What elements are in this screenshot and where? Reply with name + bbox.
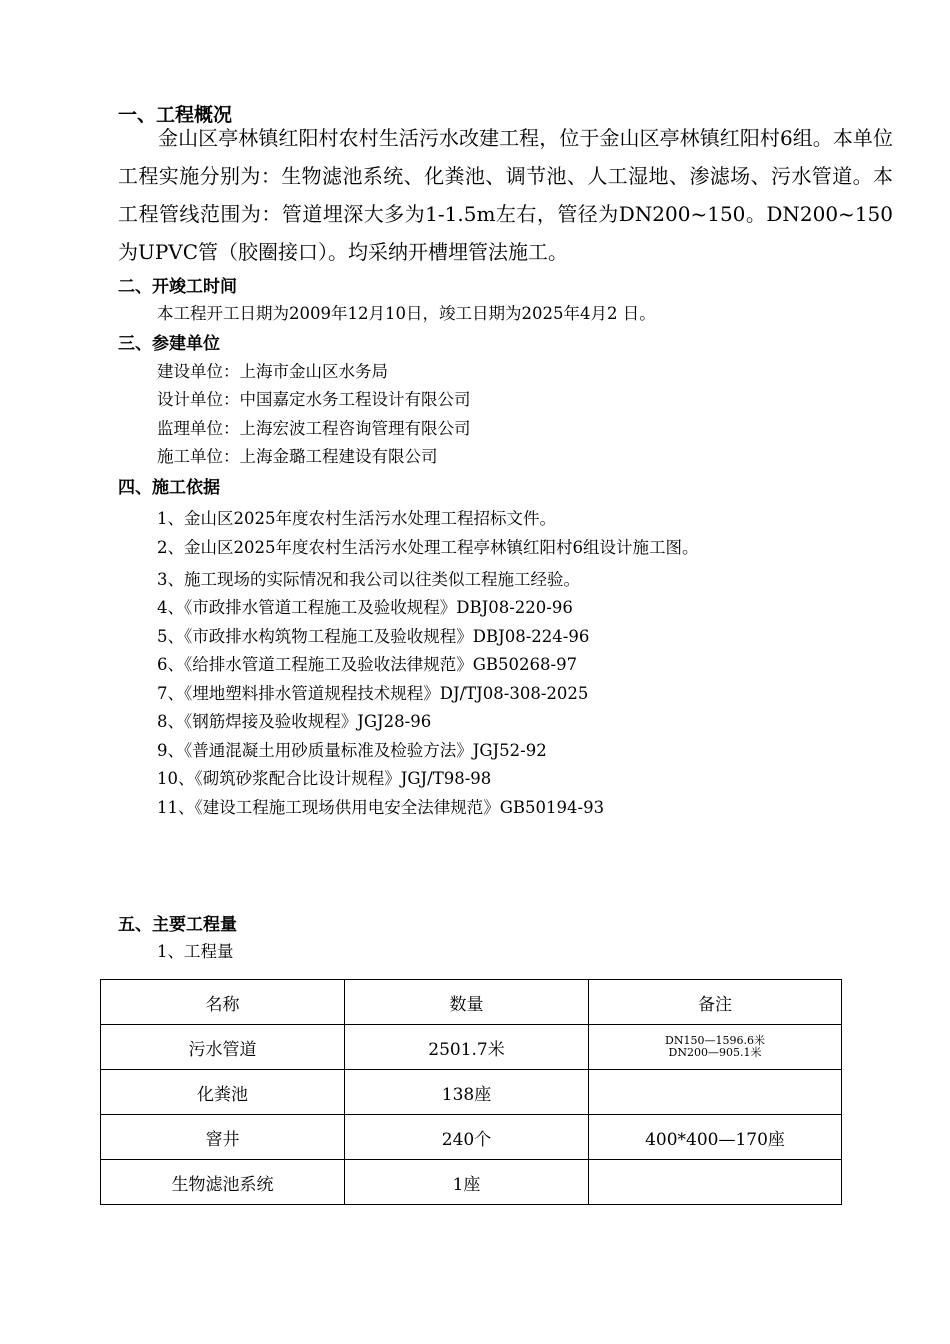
basis-item: 8、《钢筋焊接及验收规程》JGJ28-96 — [157, 712, 432, 731]
cell-note — [589, 1025, 842, 1070]
cell-name: 污水管道 — [101, 1025, 345, 1070]
table-header-row — [101, 980, 842, 1025]
note-line: DN150—1596.6米 — [665, 1034, 765, 1047]
basis-item: 10、《砌筑砂浆配合比设计规程》JGJ/T98-98 — [157, 769, 492, 788]
basis-item: 11、《建设工程施工现场供用电安全法律规范》GB50194-93 — [157, 798, 605, 817]
cell-quantity: 2501.7米 — [345, 1025, 589, 1070]
cell-quantity: 1座 — [345, 1160, 589, 1205]
basis-item: 9、《普通混凝土用砂质量标准及检验方法》JGJ52-92 — [157, 741, 547, 760]
cell-name: 生物滤池系统 — [101, 1160, 345, 1205]
cell-note — [589, 1070, 842, 1115]
header-cell-note: 备注 — [589, 980, 842, 1025]
basis-item: 2、金山区2025年度农村生活污水处理工程亭林镇红阳村6组设计施工图。 — [157, 538, 699, 557]
section-heading-quantities: 五、主要工程量 — [118, 915, 237, 935]
cell-name: 化粪池 — [101, 1070, 345, 1115]
quantity-table — [100, 979, 842, 1205]
table-row — [101, 1115, 842, 1160]
section-heading-overview: 一、工程概况 — [118, 104, 233, 126]
schedule-text: 本工程开工日期为2009年12月10日，竣工日期为2025年4月2 日。 — [157, 304, 656, 323]
cell-name: 窨井 — [101, 1115, 345, 1160]
participant-unit: 建设单位：上海市金山区水务局 — [157, 362, 388, 381]
section-heading-schedule: 二、开竣工时间 — [118, 277, 237, 297]
participant-unit: 施工单位：上海金璐工程建设有限公司 — [157, 447, 438, 466]
overview-paragraph: 金山区亭林镇红阳村农村生活污水改建工程，位于金山区亭林镇红阳村6组。本单位工程实施分别为：生物滤池系统、化粪池、调节池、人工湿地、渗滤场、污水管道。本工程管线范围为：管道埋深大多为1-1.5m左右，管径为DN200~150。DN200~150为UPVC管（胶圈接口）。均采纳开槽埋管法施工。 — [118, 126, 893, 264]
header-cell-name: 名称 — [101, 980, 345, 1025]
quantities-subheading: 1、工程量 — [157, 942, 234, 961]
header-cell-quantity: 数量 — [345, 980, 589, 1025]
participant-unit: 监理单位：上海宏波工程咨询管理有限公司 — [157, 419, 471, 438]
participant-unit: 设计单位：中国嘉定水务工程设计有限公司 — [157, 390, 471, 409]
cell-note: 400*400—170座 — [589, 1115, 842, 1160]
basis-item: 6、《给排水管道工程施工及验收法律规范》GB50268-97 — [157, 655, 578, 674]
basis-item: 3、施工现场的实际情况和我公司以往类似工程施工经验。 — [157, 570, 580, 589]
basis-item: 1、金山区2025年度农村生活污水处理工程招标文件。 — [157, 509, 556, 528]
table-row — [101, 1160, 842, 1205]
cell-note — [589, 1160, 842, 1205]
basis-item: 5、《市政排水构筑物工程施工及验收规程》DBJ08-224-96 — [157, 627, 590, 646]
cell-quantity: 138座 — [345, 1070, 589, 1115]
section-heading-participants: 三、参建单位 — [118, 334, 220, 354]
basis-item: 7、《埋地塑料排水管道规程技术规程》DJ/TJ08-308-2025 — [157, 684, 589, 703]
section-heading-basis: 四、施工依据 — [118, 478, 220, 498]
table-row — [101, 1070, 842, 1115]
table-row — [101, 1025, 842, 1070]
note-line: DN200—905.1米 — [668, 1046, 762, 1059]
cell-quantity: 240个 — [345, 1115, 589, 1160]
basis-item: 4、《市政排水管道工程施工及验收规程》DBJ08-220-96 — [157, 598, 573, 617]
